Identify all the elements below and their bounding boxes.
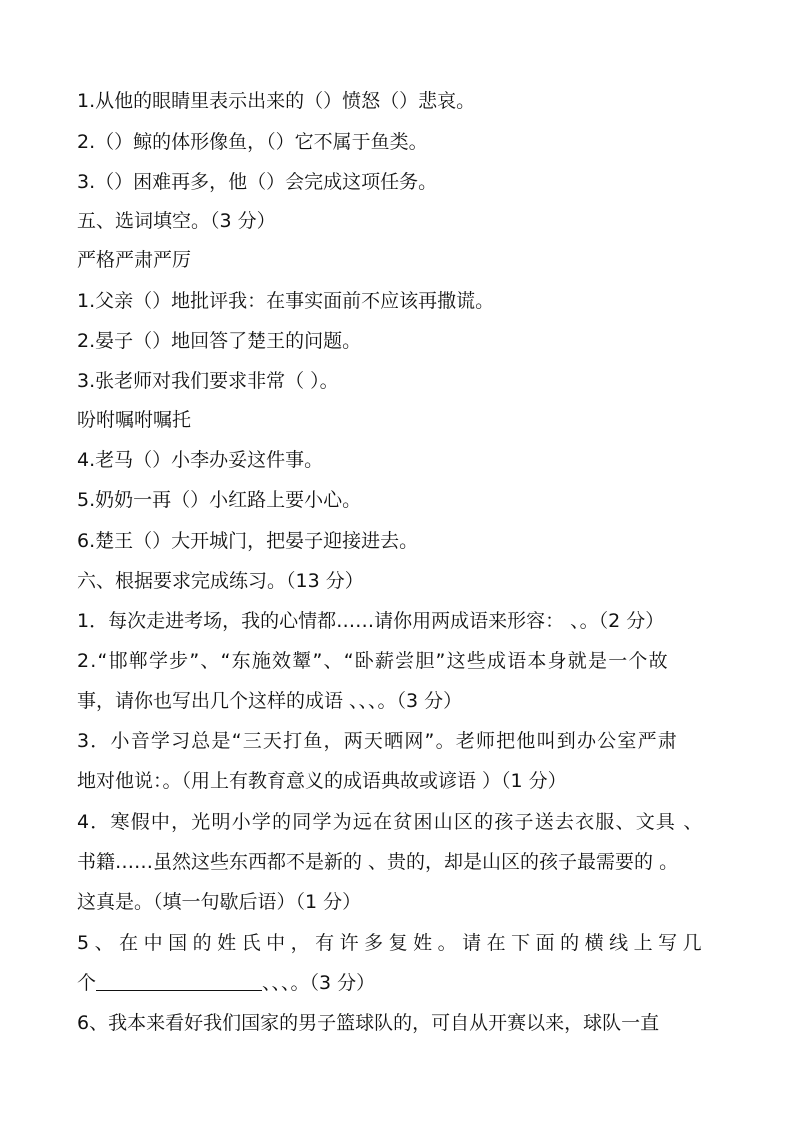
word-choices-2: 吩咐嘱咐嘱托 [77, 409, 192, 431]
exercise-line-4: 3．小音学习总是“三天打鱼，两天晒网”。老师把他叫到办公室严肃 [77, 730, 678, 752]
section-heading-6: 六、根据要求完成练习。（13 分） [77, 570, 364, 592]
answer-blank[interactable] [96, 970, 262, 991]
exercise-line-10 [77, 969, 375, 997]
exercise-line-5: 地对他说：。（用上有教育意义的成语典故或谚语 ）（1 分） [77, 770, 567, 792]
exercise-line-9: 5、在中国的姓氏中，有许多复姓。请在下面的横线上写几 [77, 932, 708, 954]
section-heading-5: 五、选词填空。（3 分） [77, 210, 276, 232]
question-line-7: 4.老马（）小李办妥这件事。 [77, 449, 324, 471]
question-line-5: 2.晏子（）地回答了楚王的问题。 [77, 330, 362, 352]
question-line-8: 5.奶奶一再（）小红路上要小心。 [77, 489, 362, 511]
exercise-line-7: 书籍……虽然这些东西都不是新的 、贵的，却是山区的孩子最需要的 。 [77, 851, 679, 873]
question-line-1: 1.从他的眼睛里表示出来的（）愤怒（）悲哀。 [77, 90, 476, 112]
exercise-line-6: 4．寒假中，光明小学的同学为远在贫困山区的孩子送去衣服、文具 、 [77, 811, 704, 833]
question-line-3: 3.（）困难再多，他（）会完成这项任务。 [77, 171, 438, 193]
exercise-line-8: 这真是。（填一句歇后语）（1 分） [77, 891, 362, 913]
question-line-2: 2.（）鲸的体形像鱼，（）它不属于鱼类。 [77, 131, 428, 153]
question-line-6: 3.张老师对我们要求非常（ ）。 [77, 370, 339, 392]
exercise-line-2: 2.“邯郸学步”、“东施效颦”、“卧薪尝胆”这些成语本身就是一个故 [77, 650, 669, 672]
line-suffix: 、、、。（3 分） [262, 972, 376, 994]
exercise-line-1: 1．每次走进考场，我的心情都……请你用两成语来形容： 、。（2 分） [77, 610, 665, 632]
exercise-line-3: 事，请你也写出几个这样的成语 、、、。（3 分） [77, 690, 463, 712]
question-line-4: 1.父亲（）地批评我：在事实面前不应该再撒谎。 [77, 290, 495, 312]
question-line-9: 6.楚王（）大开城门，把晏子迎接进去。 [77, 530, 419, 552]
exercise-line-11: 6、我本来看好我们国家的男子篮球队的，可自从开赛以来，球队一直 [77, 1012, 660, 1034]
word-choices-1: 严格严肃严厉 [77, 249, 192, 271]
line-prefix: 个 [77, 972, 97, 994]
